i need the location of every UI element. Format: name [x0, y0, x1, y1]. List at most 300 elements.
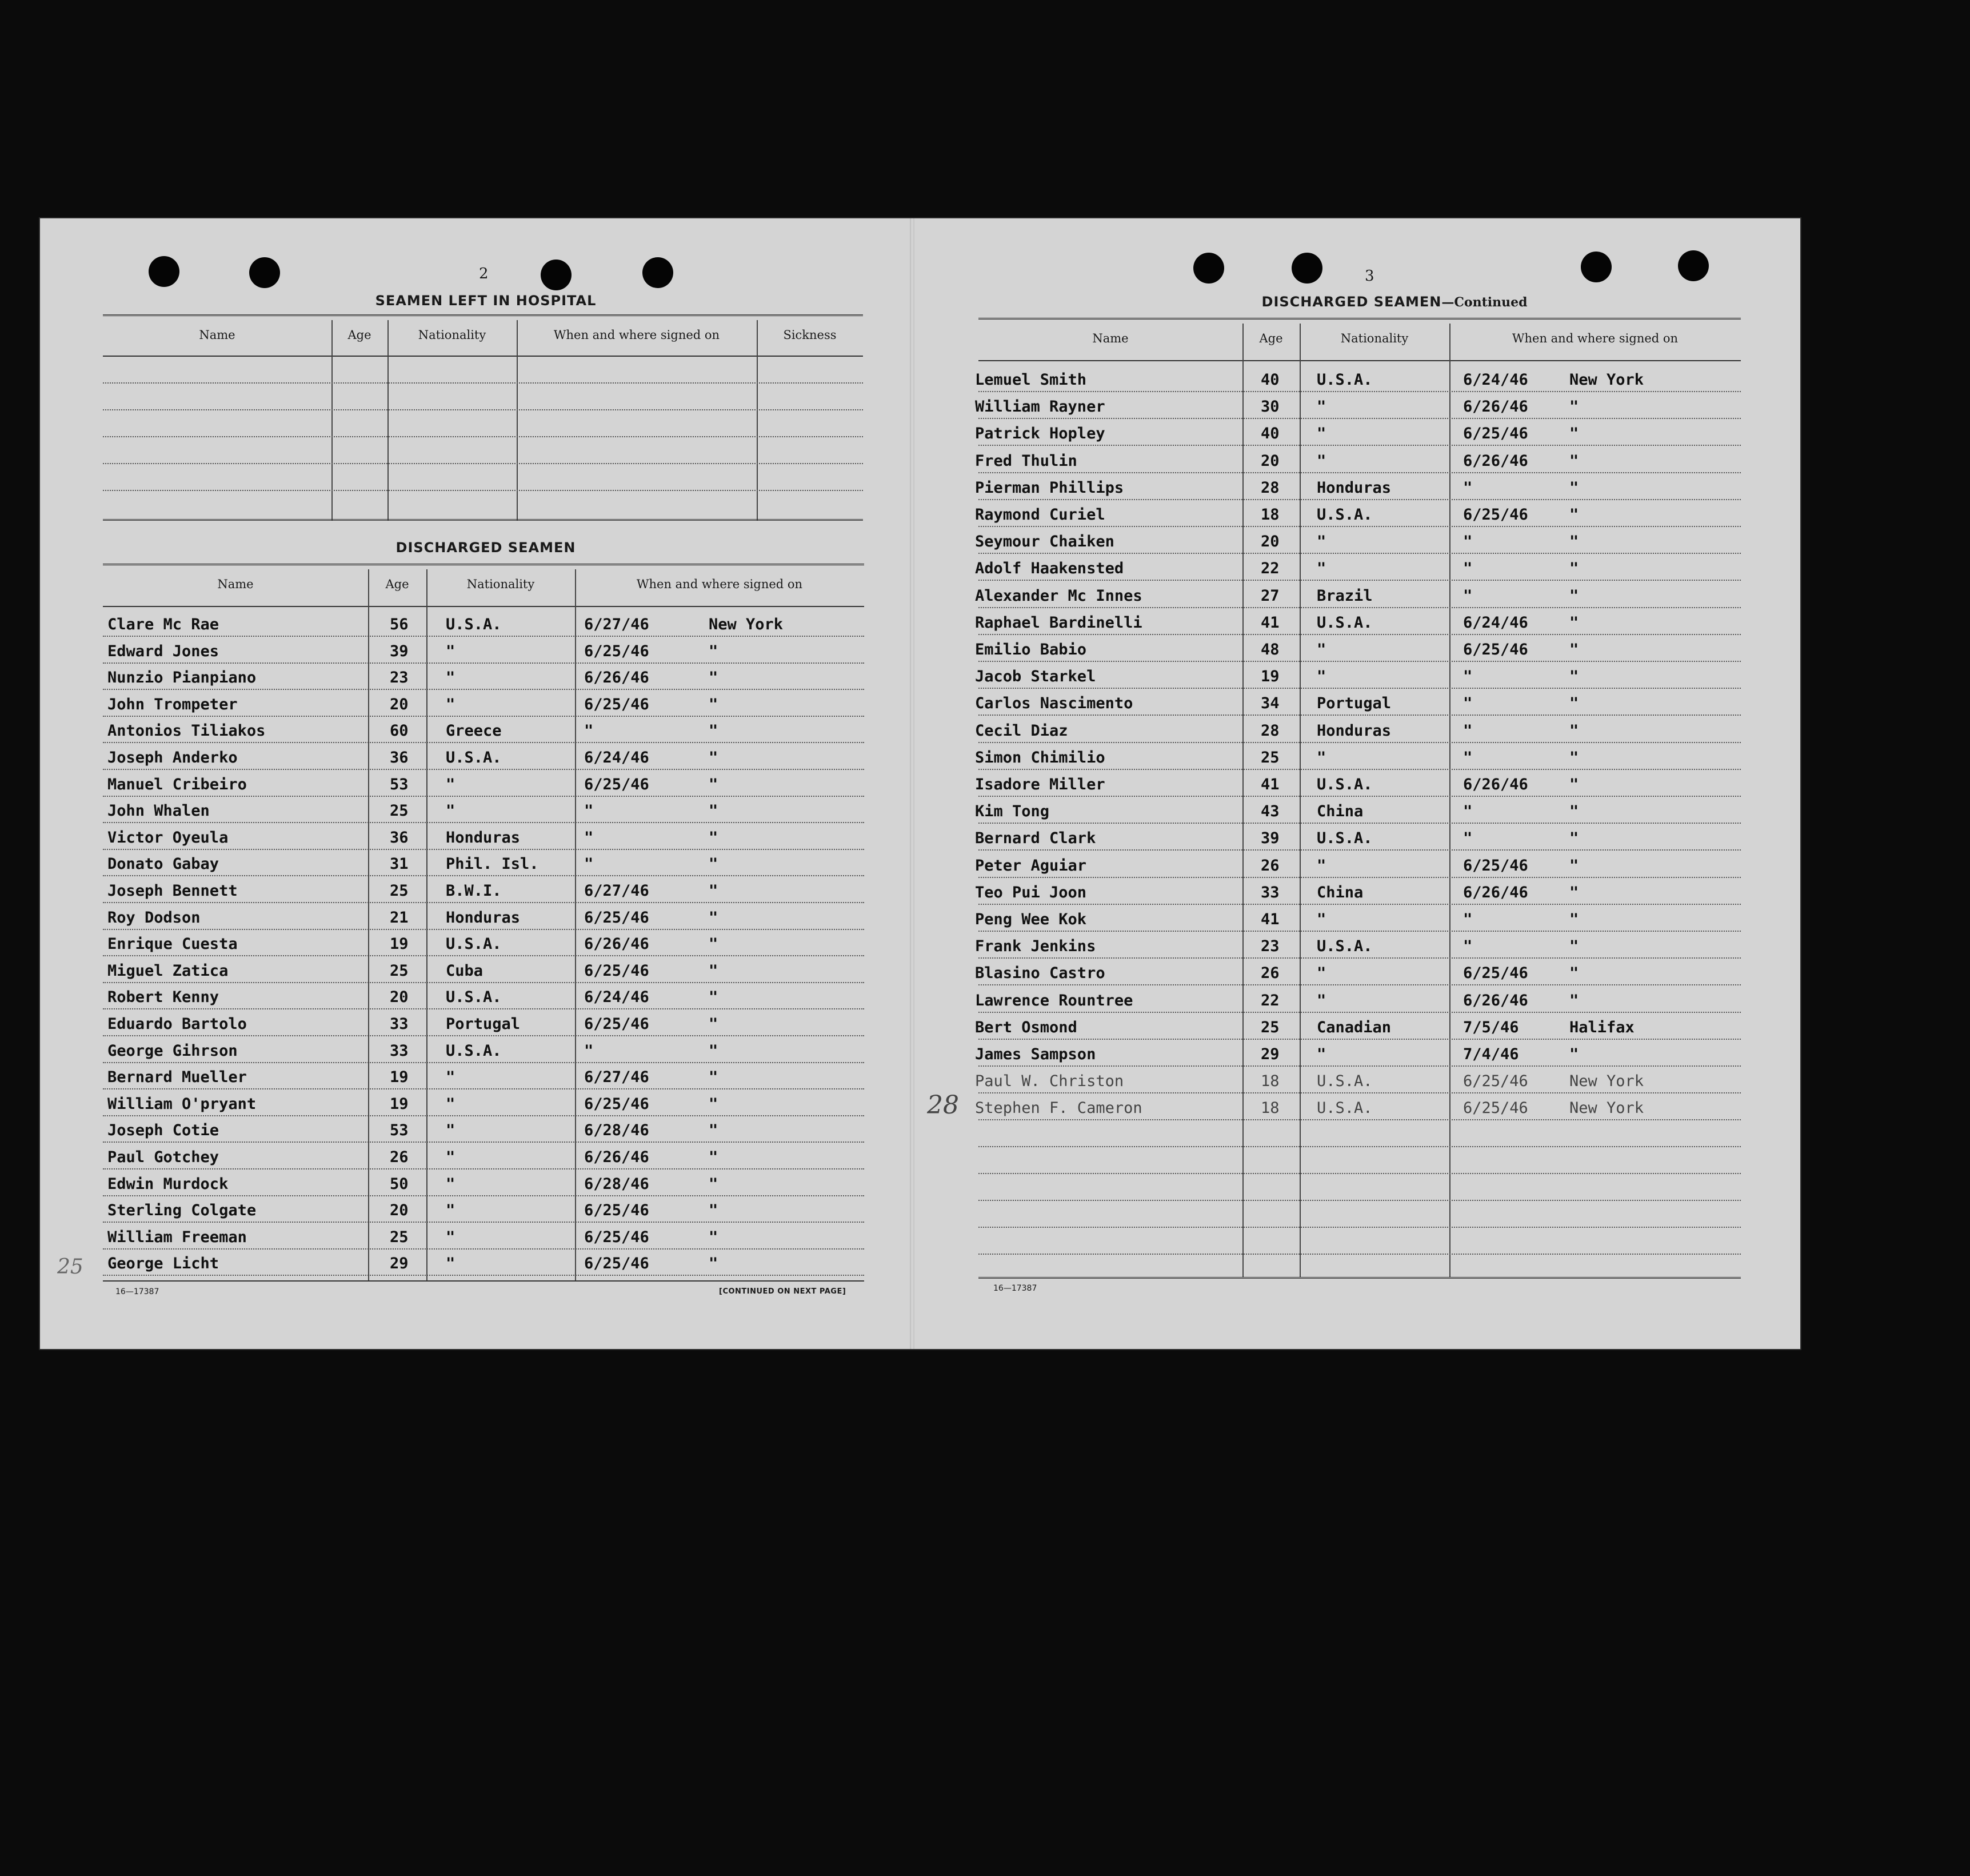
- signed-on-place: New York: [1569, 371, 1644, 389]
- discharged-divider: [575, 569, 576, 1280]
- seaman-nationality: Phil. Isl.: [446, 855, 539, 873]
- seaman-name: Paul W. Christon: [975, 1072, 1124, 1090]
- seaman-nationality: ": [446, 1148, 455, 1166]
- seaman-nationality: U.S.A.: [1317, 776, 1373, 793]
- page-number-left: 2: [479, 265, 489, 282]
- hospital-section-title: SEAMEN LEFT IN HOSPITAL: [375, 293, 597, 309]
- seaman-name: Roy Dodson: [107, 909, 201, 927]
- signed-on-date: ": [584, 855, 594, 873]
- row-line: [103, 742, 864, 743]
- seaman-age: 18: [1261, 506, 1280, 524]
- seaman-age: 23: [1261, 937, 1280, 955]
- row-line: [103, 1035, 864, 1036]
- seaman-name: Paul Gotchey: [107, 1148, 219, 1166]
- signed-on-place: ": [709, 1042, 718, 1060]
- seaman-age: 33: [390, 1042, 409, 1060]
- seaman-name: William Freeman: [107, 1228, 247, 1246]
- row-line: [103, 982, 864, 983]
- signed-on-date: ": [1463, 749, 1473, 767]
- signed-on-place: ": [1569, 479, 1579, 497]
- seaman-nationality: U.S.A.: [446, 616, 502, 633]
- seaman-age: 19: [390, 1095, 409, 1113]
- signed-on-place: ": [709, 1202, 718, 1219]
- seaman-nationality: ": [1317, 857, 1326, 875]
- seaman-name: Blasino Castro: [975, 964, 1105, 982]
- hospital-col-nationality: Nationality: [418, 328, 486, 342]
- seaman-name: Robert Kenny: [107, 988, 219, 1006]
- seaman-age: 40: [1261, 425, 1280, 442]
- seaman-age: 26: [1261, 857, 1280, 875]
- signed-on-date: ": [584, 829, 594, 847]
- seaman-nationality: ": [446, 669, 455, 686]
- seaman-nationality: Portugal: [1317, 694, 1392, 712]
- punch-hole: [642, 257, 673, 288]
- blank-row-line: [978, 1254, 1741, 1255]
- seaman-name: Raymond Curiel: [975, 506, 1105, 524]
- row-line: [103, 1062, 864, 1063]
- row-line: [978, 391, 1741, 392]
- signed-on-date: ": [1463, 587, 1473, 605]
- seaman-age: 25: [390, 802, 409, 820]
- row-line: [978, 796, 1741, 797]
- signed-on-place: ": [1569, 614, 1579, 632]
- row-line: [978, 526, 1741, 527]
- seaman-nationality: ": [1317, 1045, 1326, 1063]
- row-line: [978, 499, 1741, 500]
- row-line: [978, 931, 1741, 932]
- row-line: [103, 716, 864, 717]
- seaman-name: Joseph Cotie: [107, 1121, 219, 1139]
- signed-on-date: 6/25/46: [584, 776, 649, 793]
- seaman-name: George Gihrson: [107, 1042, 238, 1060]
- seaman-name: Sterling Colgate: [107, 1202, 257, 1219]
- seaman-nationality: ": [1317, 641, 1326, 658]
- discharged-col-age: Age: [385, 577, 409, 591]
- right-header-rule: [978, 360, 1741, 361]
- signed-on-date: 6/26/46: [584, 1148, 649, 1166]
- seaman-age: 31: [390, 855, 409, 873]
- margin-note-left: 25: [57, 1255, 83, 1279]
- signed-on-date: ": [1463, 803, 1473, 820]
- row-line: [978, 1092, 1741, 1093]
- document-sheet: [40, 218, 1800, 1349]
- signed-on-place: ": [1569, 694, 1579, 712]
- row-line: [978, 661, 1741, 662]
- seaman-nationality: U.S.A.: [446, 1042, 502, 1060]
- row-line: [103, 1141, 864, 1143]
- seaman-nationality: U.S.A.: [1317, 506, 1373, 524]
- seaman-age: 41: [1261, 911, 1280, 928]
- signed-on-date: ": [584, 722, 594, 740]
- row-line: [978, 1119, 1741, 1120]
- hospital-top-rule: [103, 314, 863, 316]
- discharged-col-signed-on: When and where signed on: [636, 577, 803, 591]
- signed-on-date: 6/28/46: [584, 1175, 649, 1193]
- signed-on-place: ": [709, 1175, 718, 1193]
- page-fold: [910, 218, 914, 1349]
- seaman-nationality: ": [446, 1255, 455, 1272]
- signed-on-date: 6/25/46: [584, 1228, 649, 1246]
- row-line: [978, 1065, 1741, 1067]
- margin-note-right: 28: [927, 1091, 959, 1120]
- row-line: [978, 607, 1741, 608]
- signed-on-place: ": [709, 669, 718, 686]
- signed-on-date: 6/25/46: [1463, 506, 1528, 524]
- discharged-header-rule: [103, 606, 864, 607]
- page-number-right: 3: [1365, 268, 1374, 285]
- signed-on-date: 6/25/46: [1463, 425, 1528, 442]
- signed-on-date: 6/25/46: [584, 1095, 649, 1113]
- signed-on-place: ": [1569, 911, 1579, 928]
- row-line: [103, 1248, 864, 1250]
- row-line: [103, 1222, 864, 1223]
- hospital-col-name: Name: [199, 328, 235, 342]
- signed-on-date: 7/4/46: [1463, 1045, 1519, 1063]
- seaman-nationality: B.W.I.: [446, 882, 502, 900]
- seaman-nationality: ": [1317, 992, 1326, 1009]
- row-line: [103, 689, 864, 690]
- signed-on-place: ": [709, 696, 718, 713]
- signed-on-place: ": [1569, 560, 1579, 577]
- seaman-age: 20: [390, 988, 409, 1006]
- signed-on-date: 6/25/46: [584, 1255, 649, 1272]
- signed-on-date: 6/25/46: [584, 962, 649, 980]
- signed-on-place: ": [1569, 829, 1579, 847]
- row-line: [978, 984, 1741, 985]
- seaman-name: Jacob Starkel: [975, 668, 1096, 685]
- seaman-nationality: ": [446, 642, 455, 660]
- right-bottom-rule: [978, 1277, 1741, 1279]
- row-line: [978, 769, 1741, 770]
- left-bottom-rule: [103, 1280, 864, 1282]
- row-line: [978, 823, 1741, 824]
- signed-on-date: ": [1463, 668, 1473, 685]
- seaman-nationality: ": [1317, 911, 1326, 928]
- signed-on-place: ": [709, 988, 718, 1006]
- punch-hole: [149, 256, 179, 287]
- blank-row-line: [978, 1200, 1741, 1201]
- row-line: [978, 688, 1741, 689]
- seaman-name: Fred Thulin: [975, 452, 1077, 470]
- row-line: [978, 957, 1741, 959]
- seaman-age: 29: [390, 1255, 409, 1272]
- seaman-nationality: U.S.A.: [1317, 829, 1373, 847]
- seaman-nationality: U.S.A.: [1317, 1099, 1373, 1117]
- blank-row-line: [978, 1146, 1741, 1147]
- right-col-nationality: Nationality: [1340, 332, 1409, 345]
- seaman-name: Peter Aguiar: [975, 857, 1087, 875]
- signed-on-date: 6/28/46: [584, 1121, 649, 1139]
- signed-on-date: 6/25/46: [1463, 641, 1528, 658]
- signed-on-date: 6/26/46: [1463, 884, 1528, 901]
- signed-on-place: ": [1569, 776, 1579, 793]
- hospital-blank-line: [103, 409, 863, 410]
- seaman-age: 21: [390, 909, 409, 927]
- seaman-nationality: ": [446, 802, 455, 820]
- signed-on-place: ": [709, 1228, 718, 1246]
- seaman-nationality: U.S.A.: [446, 749, 502, 767]
- seaman-nationality: Honduras: [1317, 479, 1392, 497]
- seaman-nationality: ": [446, 1121, 455, 1139]
- signed-on-date: 6/25/46: [1463, 857, 1528, 875]
- seaman-nationality: Canadian: [1317, 1019, 1392, 1036]
- seaman-nationality: ": [1317, 560, 1326, 577]
- row-line: [978, 715, 1741, 716]
- seaman-nationality: Honduras: [1317, 722, 1392, 740]
- discharged-divider: [368, 569, 369, 1280]
- seaman-age: 20: [390, 696, 409, 713]
- seaman-name: Isadore Miller: [975, 776, 1105, 793]
- seaman-nationality: ": [1317, 425, 1326, 442]
- punch-hole: [1581, 252, 1612, 282]
- discharged-section-title: DISCHARGED SEAMEN: [395, 540, 576, 556]
- discharged-col-nationality: Nationality: [466, 577, 535, 591]
- seaman-name: Manuel Cribeiro: [107, 776, 247, 793]
- signed-on-date: 6/24/46: [1463, 614, 1528, 632]
- row-line: [978, 418, 1741, 419]
- signed-on-place: ": [709, 829, 718, 847]
- discharged-col-name: Name: [217, 577, 254, 591]
- seaman-nationality: ": [1317, 749, 1326, 767]
- signed-on-place: ": [1569, 506, 1579, 524]
- seaman-nationality: U.S.A.: [1317, 371, 1373, 389]
- signed-on-place: ": [709, 935, 718, 953]
- form-number-right: 16—17387: [993, 1284, 1037, 1293]
- signed-on-place: ": [1569, 398, 1579, 416]
- row-line: [103, 769, 864, 770]
- signed-on-place: ": [709, 882, 718, 900]
- seaman-nationality: China: [1317, 884, 1364, 901]
- signed-on-place: ": [1569, 937, 1579, 955]
- seaman-name: Miguel Zatica: [107, 962, 229, 980]
- seaman-name: Donato Gabay: [107, 855, 219, 873]
- signed-on-place: ": [709, 1148, 718, 1166]
- row-line: [103, 1115, 864, 1116]
- seaman-nationality: ": [446, 696, 455, 713]
- signed-on-date: 6/25/46: [584, 1015, 649, 1033]
- signed-on-place: New York: [709, 616, 784, 633]
- seaman-age: 36: [390, 749, 409, 767]
- seaman-age: 25: [390, 1228, 409, 1246]
- row-line: [978, 580, 1741, 581]
- seaman-nationality: Brazil: [1317, 587, 1373, 605]
- signed-on-place: ": [709, 909, 718, 927]
- seaman-age: 25: [1261, 1019, 1280, 1036]
- blank-row-line: [978, 1173, 1741, 1174]
- signed-on-place: ": [1569, 668, 1579, 685]
- seaman-age: 20: [390, 1202, 409, 1219]
- seaman-age: 41: [1261, 776, 1280, 793]
- right-divider: [1449, 324, 1450, 1277]
- seaman-name: Bernard Clark: [975, 829, 1096, 847]
- seaman-name: Enrique Cuesta: [107, 935, 238, 953]
- signed-on-place: ": [709, 962, 718, 980]
- row-line: [978, 553, 1741, 554]
- signed-on-date: 6/25/46: [584, 696, 649, 713]
- punch-hole: [1678, 250, 1709, 281]
- row-line: [978, 1012, 1741, 1013]
- hospital-col-signed-on: When and where signed on: [553, 328, 720, 342]
- seaman-name: Joseph Bennett: [107, 882, 238, 900]
- signed-on-place: Halifax: [1569, 1019, 1635, 1036]
- seaman-name: Carlos Nascimento: [975, 694, 1133, 712]
- seaman-age: 23: [390, 669, 409, 686]
- signed-on-date: 7/5/46: [1463, 1019, 1519, 1036]
- punch-hole: [1193, 253, 1224, 284]
- seaman-age: 19: [390, 935, 409, 953]
- signed-on-date: 6/26/46: [1463, 452, 1528, 470]
- seaman-age: 18: [1261, 1099, 1280, 1117]
- seaman-nationality: ": [446, 1068, 455, 1086]
- signed-on-place: ": [709, 1095, 718, 1113]
- seaman-age: 28: [1261, 479, 1280, 497]
- signed-on-place: ": [1569, 803, 1579, 820]
- signed-on-place: ": [1569, 722, 1579, 740]
- row-line: [103, 822, 864, 823]
- seaman-name: Frank Jenkins: [975, 937, 1096, 955]
- right-col-name: Name: [1092, 332, 1129, 345]
- seaman-nationality: ": [446, 1202, 455, 1219]
- seaman-age: 29: [1261, 1045, 1280, 1063]
- row-line: [978, 1039, 1741, 1040]
- signed-on-date: 6/25/46: [1463, 964, 1528, 982]
- signed-on-date: ": [1463, 479, 1473, 497]
- punch-hole: [541, 260, 572, 290]
- signed-on-date: 6/26/46: [1463, 398, 1528, 416]
- signed-on-date: ": [1463, 694, 1473, 712]
- signed-on-date: ": [1463, 722, 1473, 740]
- signed-on-date: ": [1463, 829, 1473, 847]
- signed-on-date: ": [584, 802, 594, 820]
- hospital-bottom-rule: [103, 519, 863, 521]
- seaman-age: 40: [1261, 371, 1280, 389]
- seaman-name: Eduardo Bartolo: [107, 1015, 247, 1033]
- discharged-divider: [426, 569, 427, 1280]
- signed-on-date: 6/24/46: [584, 749, 649, 767]
- signed-on-place: New York: [1569, 1072, 1644, 1090]
- seaman-nationality: ": [446, 1095, 455, 1113]
- seaman-name: Edwin Murdock: [107, 1175, 229, 1193]
- seaman-name: Lawrence Rountree: [975, 992, 1133, 1009]
- signed-on-place: ": [1569, 533, 1579, 550]
- seaman-name: John Whalen: [107, 802, 210, 820]
- seaman-name: James Sampson: [975, 1045, 1096, 1063]
- seaman-age: 25: [390, 962, 409, 980]
- signed-on-date: ": [1463, 911, 1473, 928]
- signed-on-place: ": [1569, 452, 1579, 470]
- row-line: [103, 849, 864, 850]
- right-divider: [1300, 324, 1301, 1277]
- signed-on-date: 6/27/46: [584, 1068, 649, 1086]
- row-line: [978, 742, 1741, 743]
- row-line: [978, 904, 1741, 905]
- signed-on-date: 6/24/46: [1463, 371, 1528, 389]
- signed-on-date: 6/25/46: [1463, 1099, 1528, 1117]
- signed-on-place: ": [1569, 641, 1579, 658]
- seaman-name: Raphael Bardinelli: [975, 614, 1142, 632]
- row-line: [103, 875, 864, 876]
- hospital-blank-line: [103, 490, 863, 491]
- seaman-age: 48: [1261, 641, 1280, 658]
- signed-on-place: ": [709, 642, 718, 660]
- signed-on-place: ": [709, 1068, 718, 1086]
- form-number-left: 16—17387: [115, 1287, 159, 1296]
- signed-on-place: ": [709, 722, 718, 740]
- row-line: [978, 877, 1741, 878]
- seaman-nationality: U.S.A.: [446, 988, 502, 1006]
- seaman-name: Bernard Mueller: [107, 1068, 247, 1086]
- seaman-name: Teo Pui Joon: [975, 884, 1087, 901]
- seaman-age: 41: [1261, 614, 1280, 632]
- row-line: [978, 445, 1741, 446]
- seaman-age: 25: [390, 882, 409, 900]
- signed-on-date: ": [1463, 533, 1473, 550]
- seaman-nationality: China: [1317, 803, 1364, 820]
- seaman-name: Edward Jones: [107, 642, 219, 660]
- right-col-signed-on: When and where signed on: [1512, 332, 1679, 345]
- seaman-age: 26: [1261, 964, 1280, 982]
- seaman-name: Alexander Mc Innes: [975, 587, 1142, 605]
- seaman-age: 39: [1261, 829, 1280, 847]
- seaman-nationality: ": [1317, 452, 1326, 470]
- seaman-age: 22: [1261, 992, 1280, 1009]
- seaman-name: Joseph Anderko: [107, 749, 238, 767]
- seaman-nationality: U.S.A.: [446, 935, 502, 953]
- seaman-age: 43: [1261, 803, 1280, 820]
- row-line: [103, 955, 864, 956]
- seaman-name: Seymour Chaiken: [975, 533, 1114, 550]
- row-line: [103, 902, 864, 903]
- seaman-name: George Licht: [107, 1255, 219, 1272]
- seaman-age: 53: [390, 776, 409, 793]
- signed-on-date: 6/25/46: [584, 909, 649, 927]
- seaman-nationality: Honduras: [446, 909, 521, 927]
- row-line: [103, 1008, 864, 1009]
- row-line: [978, 634, 1741, 635]
- row-line: [103, 662, 864, 664]
- hospital-col-age: Age: [347, 328, 371, 342]
- seaman-nationality: ": [1317, 533, 1326, 550]
- seaman-name: Clare Mc Rae: [107, 616, 219, 633]
- row-line: [103, 929, 864, 930]
- seaman-age: 50: [390, 1175, 409, 1193]
- seaman-age: 18: [1261, 1072, 1280, 1090]
- signed-on-place: ": [709, 1121, 718, 1139]
- signed-on-date: 6/26/46: [584, 669, 649, 686]
- row-line: [978, 849, 1741, 851]
- signed-on-place: ": [709, 1015, 718, 1033]
- seaman-nationality: ": [1317, 964, 1326, 982]
- seaman-age: 22: [1261, 560, 1280, 577]
- seaman-nationality: U.S.A.: [1317, 937, 1373, 955]
- seaman-name: Cecil Diaz: [975, 722, 1068, 740]
- punch-hole: [1292, 253, 1322, 284]
- seaman-age: 28: [1261, 722, 1280, 740]
- seaman-age: 30: [1261, 398, 1280, 416]
- seaman-name: Victor Oyeula: [107, 829, 229, 847]
- seaman-nationality: Honduras: [446, 829, 521, 847]
- signed-on-date: ": [1463, 937, 1473, 955]
- row-line: [103, 636, 864, 637]
- seaman-name: Patrick Hopley: [975, 425, 1105, 442]
- seaman-name: Simon Chimilio: [975, 749, 1105, 767]
- seaman-name: Adolf Haakensted: [975, 560, 1124, 577]
- seaman-nationality: Cuba: [446, 962, 483, 980]
- hospital-col-sickness: Sickness: [783, 328, 837, 342]
- seaman-nationality: ": [446, 1228, 455, 1246]
- seaman-name: Stephen F. Cameron: [975, 1099, 1142, 1117]
- seaman-nationality: Greece: [446, 722, 502, 740]
